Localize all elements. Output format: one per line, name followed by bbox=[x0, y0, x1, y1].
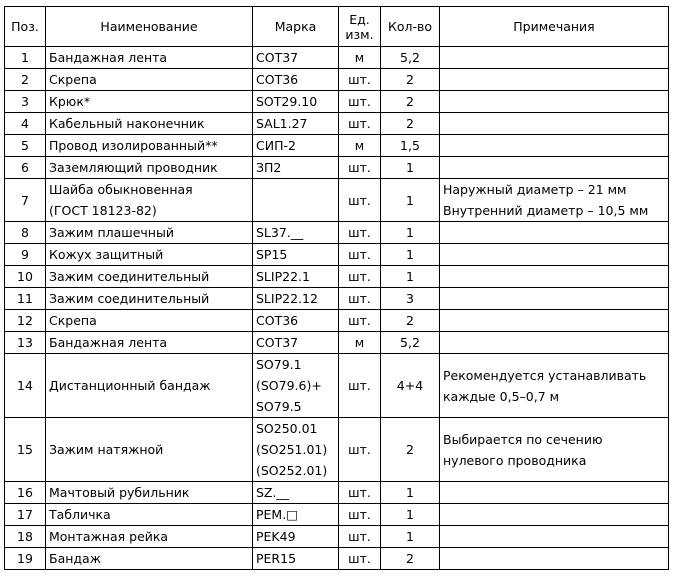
cell-name bbox=[46, 310, 253, 332]
specification-table bbox=[4, 6, 669, 570]
cell-mark bbox=[253, 482, 339, 504]
cell-unit: шт. bbox=[339, 157, 381, 179]
cell-name bbox=[46, 157, 253, 179]
cell-name-line: Табличка bbox=[49, 507, 111, 522]
cell-qty: 5,2 bbox=[381, 47, 440, 69]
cell-pos: 11 bbox=[5, 288, 46, 310]
cell-name-line: Скрепа bbox=[49, 72, 97, 87]
cell-qty: 5,2 bbox=[381, 332, 440, 354]
cell-qty: 4+4 bbox=[381, 354, 440, 418]
cell-notes-line: каждые 0,5–0,7 м bbox=[443, 388, 560, 404]
cell-name bbox=[46, 222, 253, 244]
cell-name bbox=[46, 47, 253, 69]
cell-notes-line: Внутренний диаметр – 10,5 мм bbox=[443, 203, 649, 218]
cell-notes bbox=[440, 504, 669, 526]
cell-mark-line: SZ.__ bbox=[256, 485, 289, 500]
table-row bbox=[5, 222, 669, 244]
cell-qty: 1 bbox=[381, 222, 440, 244]
cell-notes bbox=[440, 548, 669, 570]
cell-pos: 9 bbox=[5, 244, 46, 266]
cell-mark-line: SO79.5 bbox=[256, 399, 302, 414]
cell-mark bbox=[253, 135, 339, 157]
header-unit-line2: изм. bbox=[345, 26, 374, 42]
cell-name bbox=[46, 244, 253, 266]
cell-notes bbox=[440, 310, 669, 332]
cell-notes bbox=[440, 157, 669, 179]
cell-pos: 5 bbox=[5, 135, 46, 157]
cell-mark-line: (SO251.01) bbox=[256, 442, 328, 457]
table-row bbox=[5, 548, 669, 570]
cell-unit: шт. bbox=[339, 354, 381, 418]
cell-mark-line: SO250.01 bbox=[256, 421, 318, 436]
cell-mark bbox=[253, 69, 339, 91]
cell-pos: 10 bbox=[5, 266, 46, 288]
cell-pos: 19 bbox=[5, 548, 46, 570]
cell-unit: м bbox=[339, 47, 381, 69]
table-row bbox=[5, 135, 669, 157]
cell-qty: 1 bbox=[381, 244, 440, 266]
cell-pos: 7 bbox=[5, 179, 46, 222]
cell-mark bbox=[253, 418, 339, 482]
cell-name-line: Зажим соединительный bbox=[49, 291, 210, 306]
cell-name bbox=[46, 113, 253, 135]
cell-mark bbox=[253, 526, 339, 548]
cell-notes bbox=[440, 418, 669, 482]
cell-pos: 6 bbox=[5, 157, 46, 179]
cell-unit: шт. bbox=[339, 504, 381, 526]
cell-notes-line: Наружный диаметр – 21 мм bbox=[443, 182, 627, 197]
cell-name-line: Шайба обыкновенная bbox=[49, 182, 193, 197]
cell-notes bbox=[440, 526, 669, 548]
cell-mark-line: SLIP22.12 bbox=[256, 291, 318, 306]
cell-unit: шт. bbox=[339, 418, 381, 482]
header-pos: Поз. bbox=[5, 7, 46, 47]
cell-pos: 1 bbox=[5, 47, 46, 69]
cell-mark-line: ЗП2 bbox=[256, 160, 282, 175]
cell-name bbox=[46, 179, 253, 222]
table-row bbox=[5, 354, 669, 418]
table-row bbox=[5, 266, 669, 288]
table-body bbox=[5, 47, 669, 570]
cell-notes bbox=[440, 179, 669, 222]
cell-name-line: Крюк* bbox=[49, 94, 91, 109]
cell-name-line: Бандаж bbox=[49, 551, 101, 566]
cell-name-line: Бандажная лента bbox=[49, 50, 168, 65]
table-row bbox=[5, 157, 669, 179]
cell-mark bbox=[253, 157, 339, 179]
table-row bbox=[5, 69, 669, 91]
cell-name-line: Заземляющий проводник bbox=[49, 160, 218, 175]
cell-mark-line: (SO79.6)+ bbox=[256, 378, 322, 393]
table-row bbox=[5, 332, 669, 354]
cell-notes bbox=[440, 135, 669, 157]
cell-pos: 4 bbox=[5, 113, 46, 135]
cell-mark-line: COT36 bbox=[256, 72, 299, 87]
cell-name bbox=[46, 288, 253, 310]
cell-name-line: Зажим соединительный bbox=[49, 269, 210, 284]
cell-notes bbox=[440, 482, 669, 504]
cell-notes bbox=[440, 69, 669, 91]
cell-qty: 2 bbox=[381, 548, 440, 570]
table-row bbox=[5, 179, 669, 222]
cell-name-line: Мачтовый рубильник bbox=[49, 485, 190, 500]
cell-unit: шт. bbox=[339, 266, 381, 288]
cell-mark-line: СИП-2 bbox=[256, 138, 296, 153]
cell-mark bbox=[253, 113, 339, 135]
cell-mark bbox=[253, 288, 339, 310]
cell-notes bbox=[440, 266, 669, 288]
cell-notes bbox=[440, 244, 669, 266]
cell-name-line: Провод изолированный** bbox=[49, 138, 218, 153]
cell-pos: 17 bbox=[5, 504, 46, 526]
cell-unit: м bbox=[339, 135, 381, 157]
cell-qty: 3 bbox=[381, 288, 440, 310]
cell-mark-line: COT37 bbox=[256, 50, 299, 65]
cell-mark bbox=[253, 354, 339, 418]
cell-qty: 1 bbox=[381, 179, 440, 222]
cell-unit: шт. bbox=[339, 526, 381, 548]
header-mark: Марка bbox=[253, 7, 339, 47]
cell-notes bbox=[440, 332, 669, 354]
cell-qty: 1 bbox=[381, 266, 440, 288]
cell-notes bbox=[440, 222, 669, 244]
cell-unit: шт. bbox=[339, 69, 381, 91]
cell-qty: 2 bbox=[381, 310, 440, 332]
cell-qty: 1,5 bbox=[381, 135, 440, 157]
cell-mark-line: COT36 bbox=[256, 313, 299, 328]
cell-mark bbox=[253, 310, 339, 332]
cell-mark-line: SP15 bbox=[256, 247, 288, 262]
cell-qty: 1 bbox=[381, 504, 440, 526]
cell-name bbox=[46, 526, 253, 548]
cell-pos: 14 bbox=[5, 354, 46, 418]
cell-unit: шт. bbox=[339, 244, 381, 266]
cell-mark bbox=[253, 332, 339, 354]
table-row bbox=[5, 113, 669, 135]
cell-name-line: Зажим натяжной bbox=[49, 442, 164, 457]
cell-qty: 2 bbox=[381, 69, 440, 91]
cell-name bbox=[46, 482, 253, 504]
cell-mark-line: PER15 bbox=[256, 551, 297, 566]
header-qty: Кол-во bbox=[381, 7, 440, 47]
cell-notes bbox=[440, 47, 669, 69]
header-name: Наименование bbox=[46, 7, 253, 47]
table-row bbox=[5, 310, 669, 332]
table-row bbox=[5, 244, 669, 266]
cell-mark bbox=[253, 91, 339, 113]
cell-name bbox=[46, 69, 253, 91]
cell-mark-line: SLIP22.1 bbox=[256, 269, 310, 284]
cell-name-line: Монтажная рейка bbox=[49, 529, 169, 544]
cell-mark-line: (SO252.01) bbox=[256, 463, 328, 478]
cell-pos: 15 bbox=[5, 418, 46, 482]
cell-name bbox=[46, 332, 253, 354]
cell-mark bbox=[253, 504, 339, 526]
cell-unit: шт. bbox=[339, 482, 381, 504]
cell-mark bbox=[253, 266, 339, 288]
cell-name bbox=[46, 548, 253, 570]
cell-unit: шт. bbox=[339, 222, 381, 244]
cell-name bbox=[46, 135, 253, 157]
cell-unit: шт. bbox=[339, 288, 381, 310]
cell-name-line: Кожух защитный bbox=[49, 247, 164, 262]
cell-mark-line: SAL1.27 bbox=[256, 116, 308, 131]
cell-mark-line: PEK49 bbox=[256, 529, 296, 544]
cell-notes-line: нулевого проводника bbox=[443, 452, 587, 468]
cell-name bbox=[46, 91, 253, 113]
cell-notes bbox=[440, 288, 669, 310]
cell-name-line: Зажим плашечный bbox=[49, 225, 174, 240]
cell-mark-line: SO79.1 bbox=[256, 357, 302, 372]
cell-pos: 2 bbox=[5, 69, 46, 91]
cell-name-line: Бандажная лента bbox=[49, 335, 168, 350]
cell-unit: шт. bbox=[339, 548, 381, 570]
cell-qty: 1 bbox=[381, 482, 440, 504]
cell-name bbox=[46, 266, 253, 288]
cell-mark bbox=[253, 47, 339, 69]
header-notes: Примечания bbox=[440, 7, 669, 47]
cell-name-line: Кабельный наконечник bbox=[49, 116, 205, 131]
cell-mark bbox=[253, 179, 339, 222]
header-row bbox=[5, 7, 669, 47]
cell-qty: 1 bbox=[381, 157, 440, 179]
cell-unit: шт. bbox=[339, 179, 381, 222]
cell-notes bbox=[440, 113, 669, 135]
cell-mark-line: PEM.□ bbox=[256, 507, 299, 522]
table-row bbox=[5, 91, 669, 113]
cell-name bbox=[46, 354, 253, 418]
cell-qty: 2 bbox=[381, 418, 440, 482]
cell-name-line: Скрепа bbox=[49, 313, 97, 328]
cell-mark bbox=[253, 222, 339, 244]
table-row bbox=[5, 504, 669, 526]
cell-unit: шт. bbox=[339, 310, 381, 332]
cell-pos: 3 bbox=[5, 91, 46, 113]
cell-name-line: (ГОСТ 18123-82) bbox=[49, 203, 157, 218]
specification-sheet bbox=[4, 6, 669, 570]
header-unit-line1: Ед. bbox=[349, 11, 370, 27]
header-unit bbox=[339, 7, 381, 47]
table-row bbox=[5, 482, 669, 504]
cell-notes-line: Рекомендуется устанавливать bbox=[443, 367, 647, 383]
table-row bbox=[5, 526, 669, 548]
cell-unit: шт. bbox=[339, 113, 381, 135]
cell-pos: 18 bbox=[5, 526, 46, 548]
cell-pos: 13 bbox=[5, 332, 46, 354]
cell-notes-line: Выбирается по сечению bbox=[443, 431, 603, 447]
table-row bbox=[5, 288, 669, 310]
cell-pos: 12 bbox=[5, 310, 46, 332]
cell-mark bbox=[253, 548, 339, 570]
table-row bbox=[5, 47, 669, 69]
cell-mark-line: SOT29.10 bbox=[256, 94, 318, 109]
cell-unit: шт. bbox=[339, 91, 381, 113]
cell-qty: 2 bbox=[381, 91, 440, 113]
cell-unit: м bbox=[339, 332, 381, 354]
cell-mark-line: COT37 bbox=[256, 335, 299, 350]
table-row bbox=[5, 418, 669, 482]
cell-mark bbox=[253, 244, 339, 266]
cell-pos: 8 bbox=[5, 222, 46, 244]
cell-notes bbox=[440, 91, 669, 113]
cell-name bbox=[46, 418, 253, 482]
cell-name bbox=[46, 504, 253, 526]
cell-mark-line: SL37.__ bbox=[256, 225, 304, 240]
cell-qty: 1 bbox=[381, 526, 440, 548]
cell-notes bbox=[440, 354, 669, 418]
cell-qty: 2 bbox=[381, 113, 440, 135]
cell-name-line: Дистанционный бандаж bbox=[49, 378, 211, 393]
cell-pos: 16 bbox=[5, 482, 46, 504]
